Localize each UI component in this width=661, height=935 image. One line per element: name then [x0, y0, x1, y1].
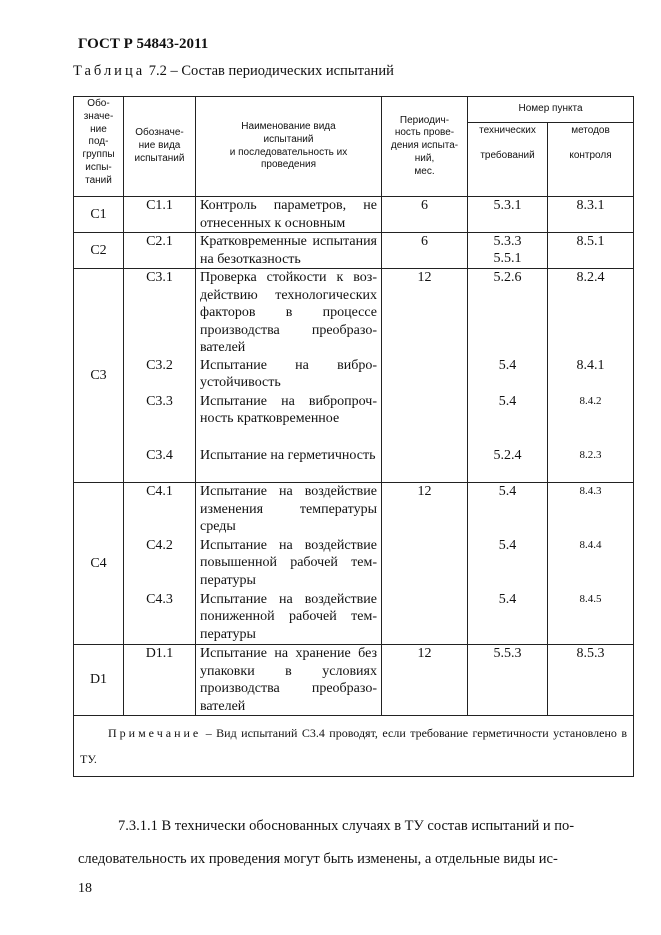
header-control-methods: методов контроля [548, 123, 634, 197]
periodicity-value: 12 [382, 483, 468, 537]
test-code: С1.1 [124, 197, 196, 233]
periodicity-value [382, 591, 468, 645]
test-name: Испытание на воздействие пониженной рабочей температуры [196, 591, 382, 645]
method-value: 8.4.2 [548, 393, 634, 447]
tech-req-value: 5.5.3 [468, 645, 548, 716]
table-row [74, 591, 634, 645]
tech-req-value: 5.4 [468, 591, 548, 645]
tech-req-value: 5.3.1 [468, 197, 548, 233]
method-value: 8.4.5 [548, 591, 634, 645]
test-name: Кратковременные испытания на безотказность [196, 233, 382, 269]
table-caption-label: Таблица [73, 63, 146, 79]
periodicity-value: 6 [382, 197, 468, 233]
table-row [74, 357, 634, 393]
table-note-row [74, 716, 634, 777]
periodicity-value [382, 447, 468, 483]
method-value: 8.5.1 [548, 233, 634, 269]
method-value: 8.2.3 [548, 447, 634, 483]
header-periodicity: Периодич- ность прове- дения испыта- ний, мес. [382, 97, 468, 197]
header-clause-number: Номер пункта [468, 97, 634, 123]
test-name: Испытание на виброустойчивость [196, 357, 382, 393]
tech-req-value: 5.2.6 [468, 269, 548, 357]
note-text: – Вид испытаний С3.4 проводят, если требование герметичности установлено в ТУ. [80, 726, 628, 766]
method-value: 8.4.4 [548, 537, 634, 591]
test-name: Проверка стойкости к воздействию технологических факторов в процессе производства преобразователей [196, 269, 382, 357]
note-label: Примечание [108, 726, 202, 740]
header-test-name: Наименование вида испытаний и последовательность их проведения [196, 97, 382, 197]
test-code: С2.1 [124, 233, 196, 269]
test-code: С3.2 [124, 357, 196, 393]
tech-req-value: 5.2.4 [468, 447, 548, 483]
tech-req-value: 5.4 [468, 537, 548, 591]
test-code: С4.1 [124, 483, 196, 537]
test-code: С4.2 [124, 537, 196, 591]
group-cell: D1 [74, 645, 124, 716]
test-name: Испытание на воздействие повышенной рабочей температуры [196, 537, 382, 591]
header-subgroup: Обо- значе- ние под- группы испы- таний [74, 97, 124, 197]
table-row [74, 645, 634, 716]
page-number: 18 [78, 881, 92, 896]
tech-req-value: 5.4 [468, 357, 548, 393]
group-cell: С2 [74, 233, 124, 269]
table-caption [73, 63, 394, 80]
method-value: 8.2.4 [548, 269, 634, 357]
table-row [74, 233, 634, 269]
periodicity-value: 6 [382, 233, 468, 269]
test-name: Испытание на воздействие изменения температуры среды [196, 483, 382, 537]
tech-req-value: 5.4 [468, 393, 548, 447]
periodicity-value: 12 [382, 269, 468, 357]
method-value: 8.3.1 [548, 197, 634, 233]
group-cell: С3 [74, 269, 124, 483]
test-code: С3.1 [124, 269, 196, 357]
document-header: ГОСТ Р 54843-2011 [78, 36, 209, 52]
table-note [74, 716, 634, 777]
method-value: 8.4.1 [548, 357, 634, 393]
periodicity-value [382, 357, 468, 393]
table-row [74, 537, 634, 591]
test-name: Испытание на вибропрочность кратковременное [196, 393, 382, 447]
tech-req-value-2: 5.5.1 [493, 251, 522, 266]
table-caption-text: 7.2 – Состав периодических испытаний [145, 63, 394, 79]
test-code: С4.3 [124, 591, 196, 645]
test-name: Испытание на хранение без упаковки в условиях производства преобразователей [196, 645, 382, 716]
test-name: Испытание на герметичность [196, 447, 382, 483]
paragraph-line-2: следовательность их проведения могут быть изменены, а отдельные виды ис- [78, 851, 558, 867]
periodicity-value [382, 537, 468, 591]
test-code: С3.3 [124, 393, 196, 447]
table-row [74, 269, 634, 357]
table-row [74, 447, 634, 483]
periodicity-value [382, 393, 468, 447]
group-cell: С4 [74, 483, 124, 645]
periodicity-value: 12 [382, 645, 468, 716]
tech-req-value-1: 5.3.3 [493, 234, 522, 249]
group-cell: С1 [74, 197, 124, 233]
periodic-tests-table [73, 96, 634, 777]
table-row [74, 197, 634, 233]
table-row [74, 393, 634, 447]
header-test-code: Обозначе- ние вида испытаний [124, 97, 196, 197]
tech-req-value: 5.4 [468, 483, 548, 537]
test-code: D1.1 [124, 645, 196, 716]
method-value: 8.4.3 [548, 483, 634, 537]
tech-req-value [468, 233, 548, 269]
header-tech-requirements: технических требований [468, 123, 548, 197]
method-value: 8.5.3 [548, 645, 634, 716]
paragraph-line-1: 7.3.1.1 В технически обоснованных случаях в ТУ состав испытаний и по- [118, 818, 575, 834]
test-code: С3.4 [124, 447, 196, 483]
test-name: Контроль параметров, не отнесенных к основным [196, 197, 382, 233]
table-row [74, 483, 634, 537]
